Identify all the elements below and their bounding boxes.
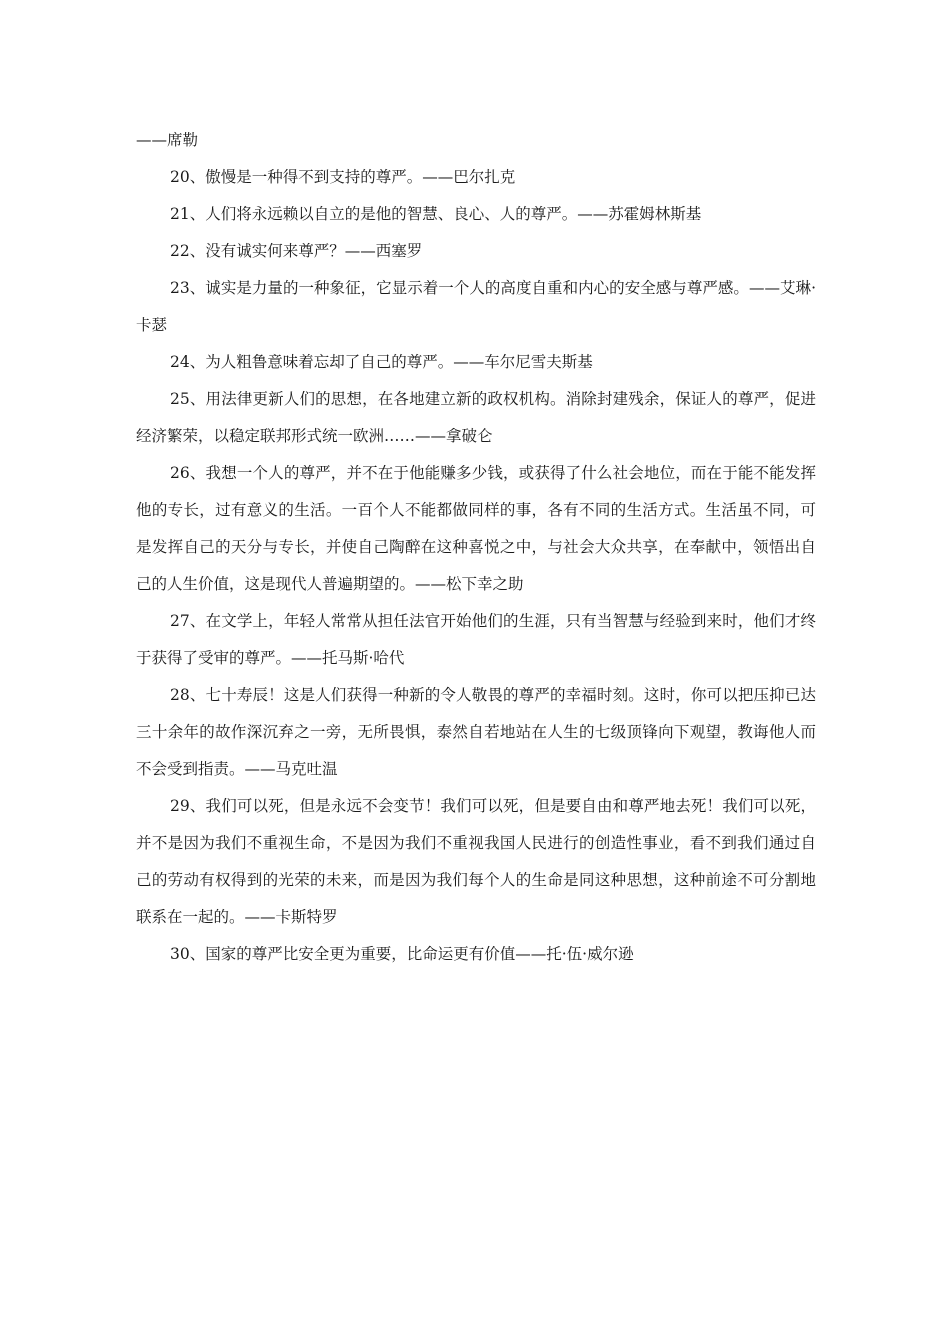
quote-20: 20、傲慢是一种得不到支持的尊严。——巴尔扎克 [170, 168, 516, 186]
quote-30: 30、国家的尊严比安全更为重要，比命运更有价值——托·伍·威尔逊 [170, 945, 634, 963]
quote-27: 27、在文学上，年轻人常常从担任法官开始他们的生涯，只有当智慧与经验到来时，他们才终于获得了受审的尊严。——托马斯·哈代 [136, 612, 816, 667]
quote-22: 22、没有诚实何来尊严？——西塞罗 [170, 242, 423, 260]
quote-attribution-line: ——席勒 [136, 131, 199, 149]
quote-25: 25、用法律更新人们的思想，在各地建立新的政权机构。消除封建残余，保证人的尊严，促进经济繁荣，以稳定联邦形式统一欧洲……——拿破仑 [136, 390, 816, 445]
quote-24: 24、为人粗鲁意味着忘却了自己的尊严。——车尔尼雪夫斯基 [170, 353, 593, 371]
quote-21: 21、人们将永远赖以自立的是他的智慧、良心、人的尊严。——苏霍姆林斯基 [170, 205, 702, 223]
quote-29: 29、我们可以死，但是永远不会变节！我们可以死，但是要自由和尊严地去死！我们可以死，并不是因为我们不重视生命，不是因为我们不重视我国人民进行的创造性事业，看不到我们通过自己的劳动有权得到的光荣的未来，而是因为我们每个人的生命是同这种思想，这种前途不可分割地联系在一起的。——卡斯特罗 [136, 797, 816, 926]
quote-list [136, 122, 816, 973]
quote-23: 23、诚实是力量的一种象征，它显示着一个人的高度自重和内心的安全感与尊严感。——艾琳·卡瑟 [136, 279, 816, 334]
quote-28: 28、七十寿辰！这是人们获得一种新的令人敬畏的尊严的幸福时刻。这时，你可以把压抑已达三十余年的故作深沉弃之一旁，无所畏惧，泰然自若地站在人生的七级顶锋向下观望，教诲他人而不会受到指责。——马克吐温 [136, 686, 816, 778]
quote-26: 26、我想一个人的尊严，并不在于他能赚多少钱，或获得了什么社会地位，而在于能不能发挥他的专长，过有意义的生活。一百个人不能都做同样的事，各有不同的生活方式。生活虽不同，可是发挥自己的天分与专长，并使自己陶醉在这种喜悦之中，与社会大众共享，在奉献中，领悟出自己的人生价值，这是现代人普遍期望的。——松下幸之助 [136, 464, 816, 593]
